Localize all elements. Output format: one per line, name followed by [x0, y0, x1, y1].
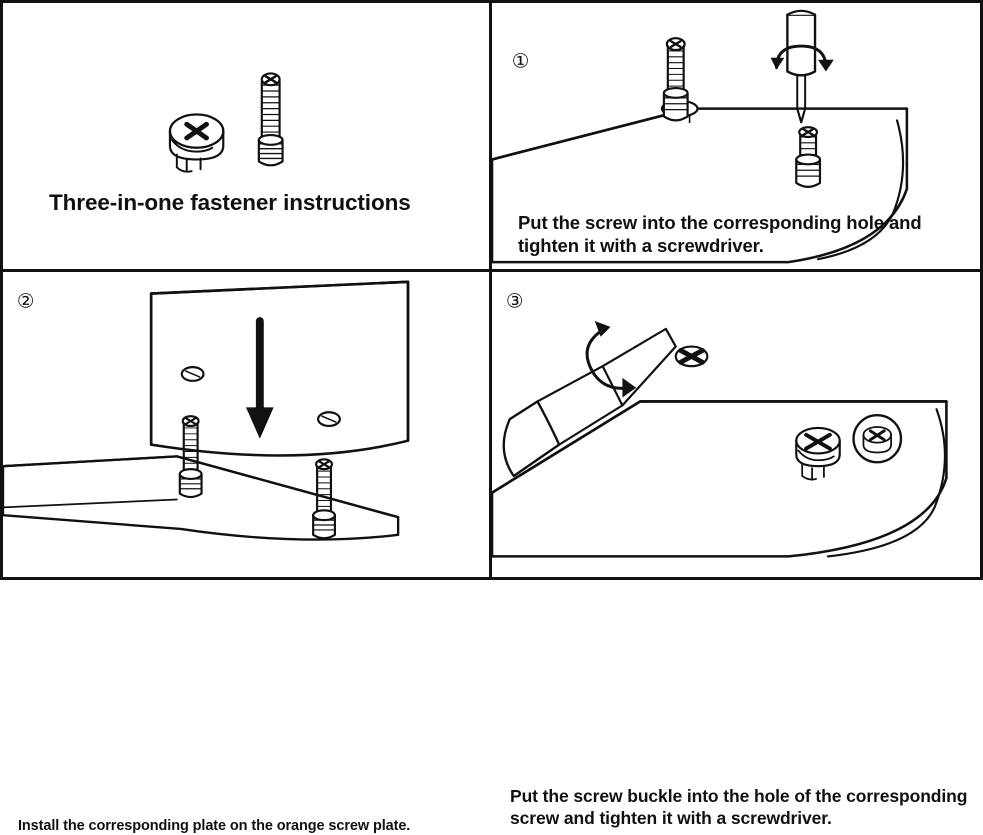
panel-1-illustration	[3, 3, 489, 269]
panel-step-2	[0, 269, 492, 834]
screw-bolt-icon	[180, 416, 202, 497]
hole-icon	[182, 367, 204, 381]
panel-2-caption: Put the screw into the corresponding hole and tighten it with a screwdriver.	[518, 212, 922, 257]
screw-bolt-icon	[259, 73, 283, 165]
panel-title	[0, 0, 492, 272]
panel-step-1	[489, 0, 983, 272]
panel-1-caption: Three-in-one fastener instructions	[49, 190, 411, 215]
screw-head-icon	[676, 347, 708, 367]
panel-3-step-number: ②	[16, 290, 35, 313]
screw-buckle-icon	[170, 114, 223, 171]
screw-bolt-icon	[664, 38, 688, 120]
screw-buckle-icon	[854, 415, 901, 462]
screwdriver-icon	[787, 11, 815, 122]
panel-4-caption: Put the screw buckle into the hole of the corresponding screw and tighten it with a screwdriver.	[510, 786, 968, 828]
panel-3-caption: Install the corresponding plate on the orange screw plate.	[18, 818, 411, 834]
panel-3-illustration	[3, 272, 489, 577]
hole-icon	[318, 412, 340, 426]
panel-2-step-number: ①	[511, 50, 530, 73]
screw-bolt-icon	[796, 127, 820, 187]
panel-step-3	[489, 269, 983, 828]
panel-4-step-number: ③	[505, 290, 524, 313]
panel-4-illustration	[492, 272, 980, 577]
